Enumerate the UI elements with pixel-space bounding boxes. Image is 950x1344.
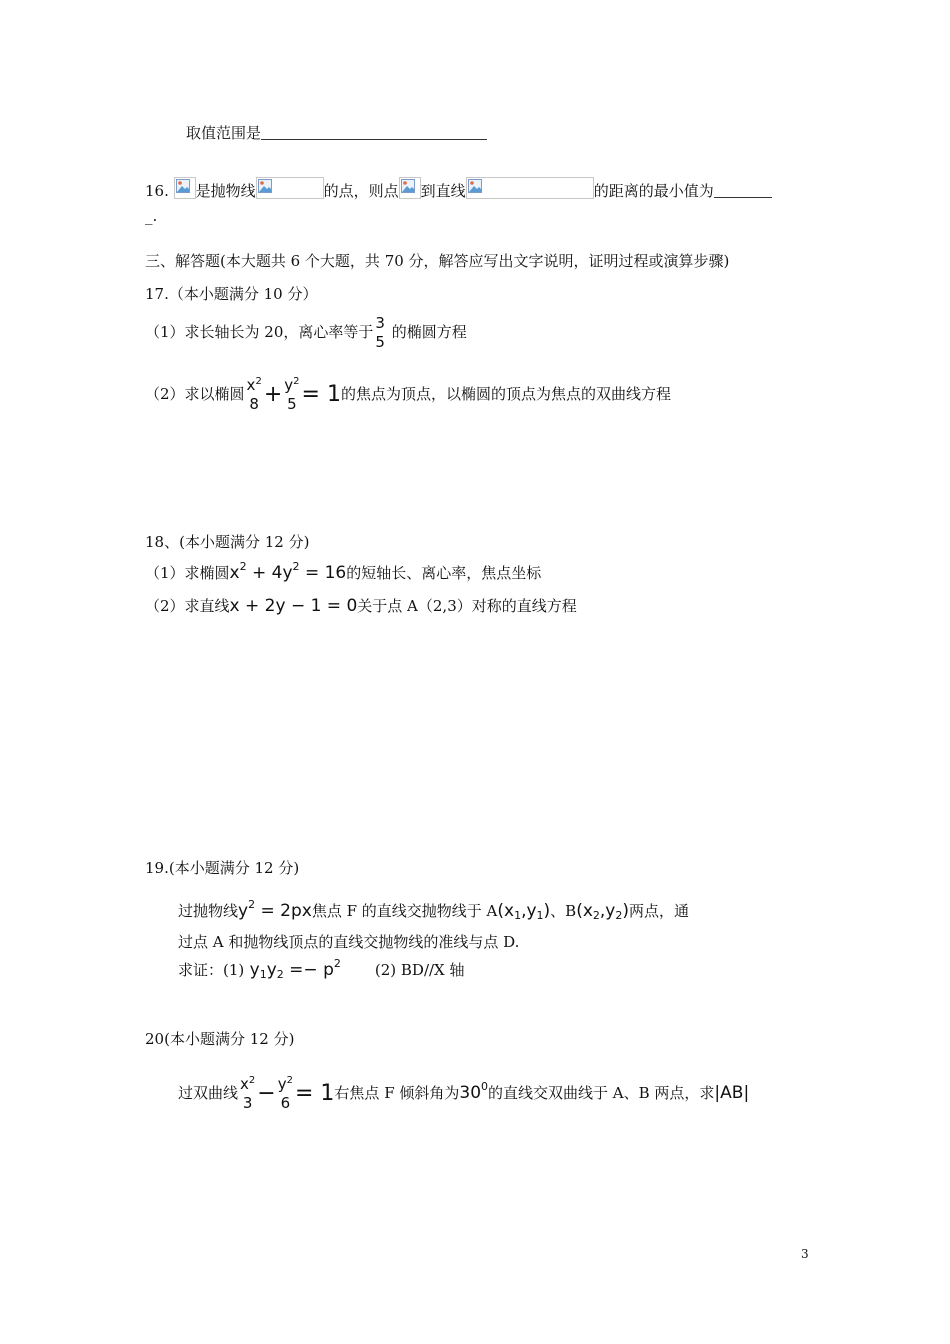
math-rhs: = 16 (299, 563, 347, 583)
minus-sign: − (257, 1081, 276, 1106)
q18-part2-text-a: （2）求直线 (145, 597, 230, 615)
q19-line1-text-c: 、B (550, 902, 577, 920)
q16-answer-blank (714, 181, 772, 198)
line-equation: x + 2y − 1 = 0 (229, 596, 358, 616)
fraction-denominator: 5 (287, 395, 297, 413)
fraction-denominator: 3 (242, 1094, 253, 1112)
paren-close: ) (543, 901, 551, 921)
subscript: 1 (259, 968, 267, 981)
point-b-coords (576, 901, 629, 921)
q18-part2 (145, 596, 577, 616)
q17-part1-text-b: 的椭圆方程 (386, 323, 467, 341)
q16-text-4: 的距离的最小值为 (593, 182, 714, 200)
equation-rhs: = 1 (301, 382, 341, 407)
q17-part2-text-b: 的焦点为顶点，以椭圆的顶点为焦点的双曲线方程 (340, 385, 671, 403)
math-x: x (246, 376, 256, 394)
q16-line (145, 177, 772, 201)
q20-line1-text-a: 过双曲线 (178, 1084, 239, 1102)
q20-line-1 (178, 1065, 749, 1122)
product-equation (244, 957, 341, 981)
fraction-y2-5 (284, 376, 299, 414)
q19-line-1 (178, 898, 690, 922)
q15-text: 取值范围是 (186, 124, 262, 142)
angle-number: 30 (459, 1083, 482, 1103)
fraction-numerator: 3 (375, 314, 385, 332)
q19-line3-text-b: (2) BD//X 轴 (374, 961, 465, 979)
exponent: 2 (292, 560, 300, 573)
math-4y: + 4y (246, 563, 293, 583)
q18-part1-text-a: （1）求椭圆 (145, 564, 230, 582)
q17-part1 (145, 312, 467, 352)
q17-part1-text-a: （1）求长轴长为 20，离心率等于 (145, 323, 374, 341)
math-y: y (238, 901, 249, 921)
fraction-x2-8 (247, 376, 262, 414)
subscript: 1 (536, 909, 544, 922)
exponent: 2 (248, 898, 256, 911)
q19-title: 19.(本小题满分 12 分) (145, 859, 300, 877)
coord-x: (x (497, 901, 515, 921)
q15-answer-blank (261, 123, 487, 140)
q18-part1 (145, 560, 542, 583)
q20-line1-text-b: 右焦点 F 倾斜角为 (334, 1084, 460, 1102)
q19-line3-text-a: 求证：(1) (178, 961, 245, 979)
math-y: y (277, 1075, 287, 1093)
exponent: 2 (333, 957, 341, 970)
math-x: x (229, 563, 240, 583)
coord-y: ,y (521, 901, 537, 921)
broken-image-icon (174, 177, 196, 199)
q18-part1-text-b: 的短轴长、离心率，焦点坐标 (346, 564, 542, 582)
equation-rhs: = 1 (294, 1081, 335, 1106)
broken-image-icon (256, 177, 324, 199)
plus-sign: + (263, 382, 283, 407)
broken-image-icon (399, 177, 421, 199)
q20-line1-text-c: 的直线交双曲线于 A、B 两点，求 (488, 1084, 715, 1102)
exponent: 2 (255, 376, 262, 387)
angle-value (459, 1080, 489, 1103)
parabola-equation (238, 898, 312, 921)
fraction-denominator: 5 (375, 333, 385, 351)
fraction-y2-6 (278, 1075, 293, 1113)
math-rhs: = 2px (255, 901, 312, 921)
math-y: y (244, 960, 260, 980)
exponent: 2 (293, 376, 300, 387)
subscript: 1 (514, 909, 522, 922)
math-rhs: =− p (283, 960, 334, 980)
coord-x: (x (576, 901, 593, 921)
q20-title: 20(本小题满分 12 分) (145, 1030, 295, 1048)
q16-continuation: _. (145, 207, 158, 225)
subscript: 2 (615, 909, 623, 922)
exponent: 2 (286, 1075, 293, 1086)
q17-part2-text-a: （2）求以椭圆 (145, 385, 245, 403)
abs-ab: |AB| (714, 1083, 750, 1103)
math-y: y (284, 376, 294, 394)
q17-title: 17.（本小题满分 10 分） (145, 285, 318, 303)
fraction-denominator: 8 (249, 395, 259, 413)
degree-mark: 0 (481, 1080, 489, 1093)
q19-line1-text-d: 两点，通 (629, 902, 690, 920)
q16-number: 16. (145, 182, 169, 200)
q16-text-1: 是抛物线 (195, 182, 256, 200)
q15-line (186, 123, 487, 143)
paren-close: ) (622, 901, 630, 921)
q19-line-3 (178, 957, 465, 981)
q19-line-2: 过点 A 和抛物线顶点的直线交抛物线的准线与点 D. (178, 933, 520, 951)
page-number: 3 (801, 1247, 809, 1261)
q17-part2 (145, 371, 671, 418)
fraction-denominator: 6 (280, 1094, 291, 1112)
q19-line1-text-b: 焦点 F 的直线交抛物线于 A (311, 902, 498, 920)
fraction-x2-3 (240, 1075, 255, 1113)
q16-text-2: 的点，则点 (323, 182, 399, 200)
subscript: 2 (276, 968, 284, 981)
subscript: 2 (592, 909, 600, 922)
q19-line1-text-a: 过抛物线 (178, 902, 239, 920)
fraction-3-5 (375, 314, 385, 352)
math-y: y (266, 960, 277, 980)
section-heading: 三、解答题(本大题共 6 个大题，共 70 分，解答应写出文字说明，证明过程或演算步骤) (145, 252, 730, 270)
coord-y: ,y (599, 901, 616, 921)
exponent: 2 (239, 560, 247, 573)
ellipse-equation (229, 560, 347, 583)
broken-image-icon (466, 177, 594, 199)
q18-title: 18、(本小题满分 12 分) (145, 533, 310, 551)
q18-part2-text-b: 关于点 A（2,3）对称的直线方程 (357, 597, 577, 615)
point-a-coords (497, 901, 550, 921)
exponent: 2 (248, 1075, 256, 1086)
math-x: x (240, 1075, 249, 1093)
q16-text-3: 到直线 (420, 182, 466, 200)
